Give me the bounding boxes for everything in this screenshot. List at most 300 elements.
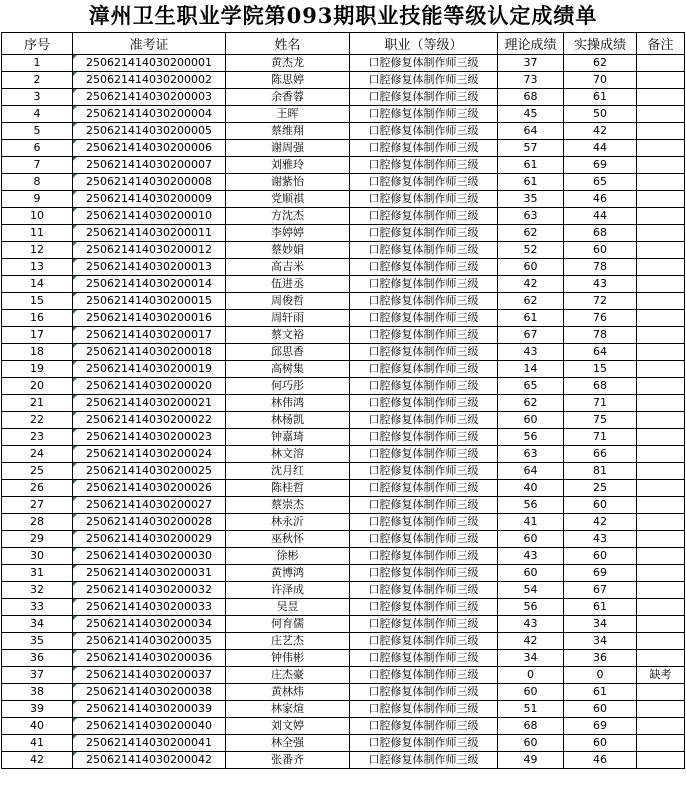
- cell-ticket: 250621414030200040: [73, 718, 226, 735]
- cell-theory-score: 73: [498, 72, 564, 89]
- cell-ticket: 250621414030200031: [73, 565, 226, 582]
- cell-name: 李婷婷: [226, 225, 350, 242]
- cell-practice-score: 25: [564, 480, 637, 497]
- cell-practice-score: 50: [564, 106, 637, 123]
- cell-ticket: 250621414030200026: [73, 480, 226, 497]
- cell-name: 高吉米: [226, 259, 350, 276]
- cell-name: 庄艺杰: [226, 633, 350, 650]
- cell-ticket: 250621414030200030: [73, 548, 226, 565]
- cell-index: 10: [2, 208, 73, 225]
- cell-index: 40: [2, 718, 73, 735]
- cell-theory-score: 62: [498, 395, 564, 412]
- cell-ticket: 250621414030200015: [73, 293, 226, 310]
- cell-practice-score: 44: [564, 208, 637, 225]
- cell-name: 党顺祺: [226, 191, 350, 208]
- cell-remark: [637, 225, 685, 242]
- cell-ticket: 250621414030200033: [73, 599, 226, 616]
- table-row: [2, 582, 685, 599]
- cell-name: 高树集: [226, 361, 350, 378]
- cell-practice-score: 81: [564, 463, 637, 480]
- cell-practice-score: 69: [564, 565, 637, 582]
- table-row: [2, 327, 685, 344]
- table-row: [2, 565, 685, 582]
- cell-occupation: 口腔修复体制作师三级: [350, 718, 498, 735]
- cell-name: 方沈杰: [226, 208, 350, 225]
- cell-ticket: 250621414030200010: [73, 208, 226, 225]
- cell-theory-score: 45: [498, 106, 564, 123]
- cell-theory-score: 56: [498, 599, 564, 616]
- cell-theory-score: 43: [498, 548, 564, 565]
- cell-practice-score: 78: [564, 259, 637, 276]
- cell-name: 何巧彤: [226, 378, 350, 395]
- cell-name: 刘雅玲: [226, 157, 350, 174]
- cell-name: 周轩雨: [226, 310, 350, 327]
- cell-practice-score: 46: [564, 752, 637, 769]
- cell-name: 林全强: [226, 735, 350, 752]
- cell-occupation: 口腔修复体制作师三级: [350, 89, 498, 106]
- cell-index: 30: [2, 548, 73, 565]
- table-row: [2, 548, 685, 565]
- cell-remark: [637, 259, 685, 276]
- cell-index: 31: [2, 565, 73, 582]
- cell-occupation: 口腔修复体制作师三级: [350, 565, 498, 582]
- cell-name: 谢周强: [226, 140, 350, 157]
- cell-index: 1: [2, 55, 73, 72]
- cell-practice-score: 71: [564, 395, 637, 412]
- cell-ticket: 250621414030200018: [73, 344, 226, 361]
- column-header-theory-score: 理论成绩: [498, 33, 564, 55]
- cell-occupation: 口腔修复体制作师三级: [350, 174, 498, 191]
- cell-theory-score: 43: [498, 616, 564, 633]
- cell-practice-score: 44: [564, 140, 637, 157]
- column-header-index: 序号: [2, 33, 73, 55]
- cell-name: 黄林炜: [226, 684, 350, 701]
- cell-ticket: 250621414030200022: [73, 412, 226, 429]
- table-row: [2, 89, 685, 106]
- cell-ticket: 250621414030200003: [73, 89, 226, 106]
- cell-index: 14: [2, 276, 73, 293]
- cell-ticket: 250621414030200001: [73, 55, 226, 72]
- table-row: [2, 531, 685, 548]
- cell-remark: [637, 395, 685, 412]
- cell-remark: [637, 684, 685, 701]
- cell-index: 7: [2, 157, 73, 174]
- cell-remark: [637, 106, 685, 123]
- table-row: [2, 242, 685, 259]
- cell-theory-score: 57: [498, 140, 564, 157]
- cell-practice-score: 34: [564, 633, 637, 650]
- cell-index: 35: [2, 633, 73, 650]
- cell-occupation: 口腔修复体制作师三级: [350, 650, 498, 667]
- cell-ticket: 250621414030200039: [73, 701, 226, 718]
- cell-theory-score: 63: [498, 208, 564, 225]
- column-header-ticket: 准考证: [73, 33, 226, 55]
- table-row: [2, 55, 685, 72]
- cell-index: 42: [2, 752, 73, 769]
- table-row: [2, 616, 685, 633]
- cell-occupation: 口腔修复体制作师三级: [350, 667, 498, 684]
- cell-practice-score: 62: [564, 55, 637, 72]
- cell-remark: [637, 446, 685, 463]
- table-row: [2, 72, 685, 89]
- cell-name: 蔡文裕: [226, 327, 350, 344]
- table-row: [2, 480, 685, 497]
- cell-remark: [637, 548, 685, 565]
- table-row: [2, 735, 685, 752]
- table-row: [2, 106, 685, 123]
- table-row: [2, 599, 685, 616]
- cell-occupation: 口腔修复体制作师三级: [350, 106, 498, 123]
- cell-remark: [637, 174, 685, 191]
- table-row: [2, 140, 685, 157]
- cell-theory-score: 60: [498, 735, 564, 752]
- cell-name: 蔡崇杰: [226, 497, 350, 514]
- cell-remark: [637, 616, 685, 633]
- cell-remark: [637, 191, 685, 208]
- cell-name: 蔡妙娟: [226, 242, 350, 259]
- cell-remark: [637, 412, 685, 429]
- cell-remark: [637, 378, 685, 395]
- cell-practice-score: 64: [564, 344, 637, 361]
- cell-name: 邱思香: [226, 344, 350, 361]
- cell-index: 33: [2, 599, 73, 616]
- cell-remark: [637, 140, 685, 157]
- cell-occupation: 口腔修复体制作师三级: [350, 514, 498, 531]
- cell-practice-score: 69: [564, 157, 637, 174]
- cell-remark: [637, 123, 685, 140]
- cell-remark: [637, 55, 685, 72]
- cell-practice-score: 61: [564, 599, 637, 616]
- table-row: [2, 701, 685, 718]
- cell-remark: [637, 361, 685, 378]
- cell-practice-score: 69: [564, 718, 637, 735]
- table-row: [2, 123, 685, 140]
- table-row: [2, 514, 685, 531]
- cell-name: 周俊哲: [226, 293, 350, 310]
- cell-ticket: 250621414030200005: [73, 123, 226, 140]
- cell-ticket: 250621414030200020: [73, 378, 226, 395]
- cell-occupation: 口腔修复体制作师三级: [350, 276, 498, 293]
- cell-occupation: 口腔修复体制作师三级: [350, 344, 498, 361]
- cell-practice-score: 60: [564, 242, 637, 259]
- cell-occupation: 口腔修复体制作师三级: [350, 140, 498, 157]
- cell-theory-score: 61: [498, 310, 564, 327]
- cell-name: 钟伟彬: [226, 650, 350, 667]
- cell-index: 8: [2, 174, 73, 191]
- cell-ticket: 250621414030200016: [73, 310, 226, 327]
- table-row: [2, 344, 685, 361]
- cell-occupation: 口腔修复体制作师三级: [350, 361, 498, 378]
- cell-remark: [637, 650, 685, 667]
- cell-remark: [637, 89, 685, 106]
- cell-ticket: 250621414030200041: [73, 735, 226, 752]
- cell-occupation: 口腔修复体制作师三级: [350, 242, 498, 259]
- cell-remark: 缺考: [637, 667, 685, 684]
- table-row: [2, 276, 685, 293]
- cell-theory-score: 60: [498, 684, 564, 701]
- cell-remark: [637, 276, 685, 293]
- cell-practice-score: 66: [564, 446, 637, 463]
- cell-name: 徐彬: [226, 548, 350, 565]
- cell-remark: [637, 582, 685, 599]
- cell-ticket: 250621414030200017: [73, 327, 226, 344]
- cell-name: 庄杰豪: [226, 667, 350, 684]
- cell-theory-score: 42: [498, 633, 564, 650]
- cell-remark: [637, 497, 685, 514]
- cell-ticket: 250621414030200007: [73, 157, 226, 174]
- cell-occupation: 口腔修复体制作师三级: [350, 208, 498, 225]
- cell-theory-score: 14: [498, 361, 564, 378]
- cell-practice-score: 43: [564, 276, 637, 293]
- table-row: [2, 395, 685, 412]
- cell-theory-score: 0: [498, 667, 564, 684]
- table-row: [2, 429, 685, 446]
- cell-theory-score: 49: [498, 752, 564, 769]
- cell-occupation: 口腔修复体制作师三级: [350, 55, 498, 72]
- cell-occupation: 口腔修复体制作师三级: [350, 412, 498, 429]
- cell-practice-score: 43: [564, 531, 637, 548]
- cell-ticket: 250621414030200036: [73, 650, 226, 667]
- cell-index: 32: [2, 582, 73, 599]
- cell-theory-score: 60: [498, 565, 564, 582]
- table-row: [2, 293, 685, 310]
- cell-practice-score: 67: [564, 582, 637, 599]
- table-row: [2, 667, 685, 684]
- cell-practice-score: 75: [564, 412, 637, 429]
- cell-occupation: 口腔修复体制作师三级: [350, 191, 498, 208]
- table-row: [2, 718, 685, 735]
- table-row: [2, 310, 685, 327]
- cell-occupation: 口腔修复体制作师三级: [350, 123, 498, 140]
- cell-theory-score: 52: [498, 242, 564, 259]
- cell-practice-score: 61: [564, 89, 637, 106]
- cell-index: 38: [2, 684, 73, 701]
- cell-occupation: 口腔修复体制作师三级: [350, 548, 498, 565]
- cell-theory-score: 37: [498, 55, 564, 72]
- cell-remark: [637, 463, 685, 480]
- cell-ticket: 250621414030200024: [73, 446, 226, 463]
- cell-theory-score: 64: [498, 123, 564, 140]
- cell-practice-score: 60: [564, 548, 637, 565]
- cell-name: 陈桂哲: [226, 480, 350, 497]
- cell-theory-score: 41: [498, 514, 564, 531]
- cell-occupation: 口腔修复体制作师三级: [350, 72, 498, 89]
- cell-practice-score: 76: [564, 310, 637, 327]
- cell-ticket: 250621414030200008: [73, 174, 226, 191]
- cell-ticket: 250621414030200006: [73, 140, 226, 157]
- cell-theory-score: 62: [498, 225, 564, 242]
- cell-remark: [637, 752, 685, 769]
- cell-ticket: 250621414030200002: [73, 72, 226, 89]
- cell-practice-score: 34: [564, 616, 637, 633]
- cell-ticket: 250621414030200011: [73, 225, 226, 242]
- cell-remark: [637, 633, 685, 650]
- cell-name: 张番齐: [226, 752, 350, 769]
- cell-ticket: 250621414030200035: [73, 633, 226, 650]
- cell-theory-score: 65: [498, 378, 564, 395]
- cell-occupation: 口腔修复体制作师三级: [350, 616, 498, 633]
- cell-theory-score: 56: [498, 497, 564, 514]
- table-row: [2, 174, 685, 191]
- cell-practice-score: 15: [564, 361, 637, 378]
- table-row: [2, 157, 685, 174]
- table-row: [2, 259, 685, 276]
- cell-practice-score: 78: [564, 327, 637, 344]
- cell-occupation: 口腔修复体制作师三级: [350, 735, 498, 752]
- cell-remark: [637, 293, 685, 310]
- table-row: [2, 684, 685, 701]
- cell-theory-score: 35: [498, 191, 564, 208]
- table-row: [2, 412, 685, 429]
- cell-remark: [637, 718, 685, 735]
- cell-index: 26: [2, 480, 73, 497]
- cell-ticket: 250621414030200021: [73, 395, 226, 412]
- cell-name: 钟嘉琦: [226, 429, 350, 446]
- cell-name: 何育儒: [226, 616, 350, 633]
- cell-practice-score: 36: [564, 650, 637, 667]
- cell-ticket: 250621414030200025: [73, 463, 226, 480]
- cell-index: 37: [2, 667, 73, 684]
- cell-index: 29: [2, 531, 73, 548]
- table-row: [2, 497, 685, 514]
- document-title: 漳州卫生职业学院第093期职业技能等级认定成绩单: [88, 3, 598, 28]
- cell-ticket: 250621414030200019: [73, 361, 226, 378]
- cell-index: 21: [2, 395, 73, 412]
- cell-occupation: 口腔修复体制作师三级: [350, 378, 498, 395]
- cell-index: 22: [2, 412, 73, 429]
- cell-theory-score: 34: [498, 650, 564, 667]
- cell-index: 24: [2, 446, 73, 463]
- cell-theory-score: 62: [498, 293, 564, 310]
- cell-occupation: 口腔修复体制作师三级: [350, 395, 498, 412]
- cell-theory-score: 63: [498, 446, 564, 463]
- cell-theory-score: 67: [498, 327, 564, 344]
- cell-name: 余香蓉: [226, 89, 350, 106]
- cell-occupation: 口腔修复体制作师三级: [350, 225, 498, 242]
- cell-ticket: 250621414030200012: [73, 242, 226, 259]
- cell-ticket: 250621414030200028: [73, 514, 226, 531]
- cell-remark: [637, 565, 685, 582]
- cell-index: 3: [2, 89, 73, 106]
- cell-theory-score: 60: [498, 259, 564, 276]
- cell-theory-score: 60: [498, 531, 564, 548]
- cell-ticket: 250621414030200023: [73, 429, 226, 446]
- cell-occupation: 口腔修复体制作师三级: [350, 446, 498, 463]
- cell-index: 39: [2, 701, 73, 718]
- cell-practice-score: 60: [564, 735, 637, 752]
- cell-practice-score: 68: [564, 225, 637, 242]
- cell-index: 15: [2, 293, 73, 310]
- cell-practice-score: 42: [564, 514, 637, 531]
- cell-occupation: 口腔修复体制作师三级: [350, 310, 498, 327]
- cell-name: 黄杰龙: [226, 55, 350, 72]
- cell-theory-score: 68: [498, 718, 564, 735]
- table-row: [2, 378, 685, 395]
- cell-remark: [637, 480, 685, 497]
- cell-theory-score: 40: [498, 480, 564, 497]
- cell-name: 刘文婷: [226, 718, 350, 735]
- cell-remark: [637, 310, 685, 327]
- column-header-occupation: 职业（等级）: [350, 33, 498, 55]
- cell-practice-score: 46: [564, 191, 637, 208]
- cell-practice-score: 60: [564, 701, 637, 718]
- cell-remark: [637, 208, 685, 225]
- cell-theory-score: 51: [498, 701, 564, 718]
- cell-ticket: 250621414030200004: [73, 106, 226, 123]
- cell-occupation: 口腔修复体制作师三级: [350, 157, 498, 174]
- cell-index: 25: [2, 463, 73, 480]
- cell-index: 27: [2, 497, 73, 514]
- cell-practice-score: 60: [564, 497, 637, 514]
- cell-name: 吴昱: [226, 599, 350, 616]
- cell-ticket: 250621414030200013: [73, 259, 226, 276]
- cell-index: 36: [2, 650, 73, 667]
- cell-ticket: 250621414030200034: [73, 616, 226, 633]
- cell-practice-score: 70: [564, 72, 637, 89]
- score-table: [1, 32, 685, 769]
- cell-theory-score: 61: [498, 174, 564, 191]
- cell-ticket: 250621414030200029: [73, 531, 226, 548]
- cell-name: 巫秋怀: [226, 531, 350, 548]
- cell-index: 11: [2, 225, 73, 242]
- cell-index: 13: [2, 259, 73, 276]
- table-row: [2, 191, 685, 208]
- cell-theory-score: 56: [498, 429, 564, 446]
- cell-occupation: 口腔修复体制作师三级: [350, 752, 498, 769]
- cell-index: 16: [2, 310, 73, 327]
- cell-index: 6: [2, 140, 73, 157]
- cell-theory-score: 64: [498, 463, 564, 480]
- cell-remark: [637, 531, 685, 548]
- cell-remark: [637, 344, 685, 361]
- cell-name: 林永沂: [226, 514, 350, 531]
- table-row: [2, 361, 685, 378]
- cell-theory-score: 61: [498, 157, 564, 174]
- cell-ticket: 250621414030200014: [73, 276, 226, 293]
- cell-occupation: 口腔修复体制作师三级: [350, 429, 498, 446]
- cell-name: 蔡维翔: [226, 123, 350, 140]
- table-row: [2, 650, 685, 667]
- cell-index: 19: [2, 361, 73, 378]
- header-row: [2, 33, 685, 55]
- cell-name: 王晖: [226, 106, 350, 123]
- cell-name: 谢紫怡: [226, 174, 350, 191]
- cell-name: 陈思婷: [226, 72, 350, 89]
- cell-practice-score: 65: [564, 174, 637, 191]
- cell-remark: [637, 242, 685, 259]
- cell-occupation: 口腔修复体制作师三级: [350, 701, 498, 718]
- cell-name: 林文溶: [226, 446, 350, 463]
- cell-ticket: 250621414030200009: [73, 191, 226, 208]
- cell-index: 4: [2, 106, 73, 123]
- cell-ticket: 250621414030200037: [73, 667, 226, 684]
- column-header-name: 姓名: [226, 33, 350, 55]
- cell-ticket: 250621414030200027: [73, 497, 226, 514]
- cell-remark: [637, 72, 685, 89]
- cell-occupation: 口腔修复体制作师三级: [350, 633, 498, 650]
- cell-practice-score: 72: [564, 293, 637, 310]
- cell-theory-score: 43: [498, 344, 564, 361]
- cell-occupation: 口腔修复体制作师三级: [350, 327, 498, 344]
- cell-practice-score: 42: [564, 123, 637, 140]
- cell-index: 2: [2, 72, 73, 89]
- cell-remark: [637, 701, 685, 718]
- cell-practice-score: 61: [564, 684, 637, 701]
- cell-occupation: 口腔修复体制作师三级: [350, 497, 498, 514]
- cell-index: 18: [2, 344, 73, 361]
- cell-name: 许泽成: [226, 582, 350, 599]
- cell-ticket: 250621414030200042: [73, 752, 226, 769]
